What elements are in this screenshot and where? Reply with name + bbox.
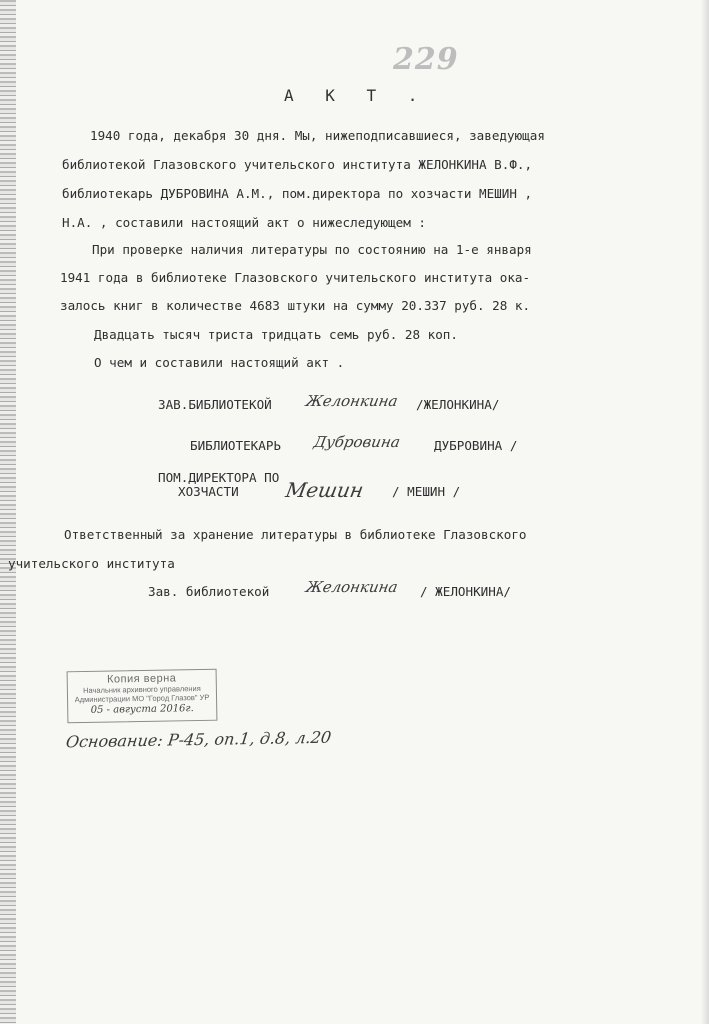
body-line: библиотекой Глазовского учительского института ЖЕЛОНКИНА В.Ф., bbox=[62, 157, 533, 172]
head-signature-name: /ЖЕЛОНКИНА/ bbox=[416, 397, 500, 412]
scan-right-edge bbox=[701, 0, 709, 1024]
responsible-line: Ответственный за хранение литературы в библиотеке Глазовского bbox=[64, 527, 527, 542]
body-line: При проверке наличия литературы по состоянию на 1-е января bbox=[92, 242, 532, 257]
body-line: 1941 года в библиотеке Глазовского учительского института ока- bbox=[60, 270, 531, 285]
deputy-signature: Мешин bbox=[283, 478, 366, 502]
body-line: залось книг в количестве 4683 штуки на сумму 20.337 руб. 28 к. bbox=[60, 298, 531, 313]
deputy-signature-label: ПОМ.ДИРЕКТОРА ПО bbox=[158, 470, 280, 485]
scan-left-edge bbox=[0, 0, 16, 1024]
responsible-signature-label: Зав. библиотекой bbox=[148, 584, 270, 599]
responsible-line: учительского института bbox=[8, 556, 175, 571]
body-line: библиотекарь ДУБРОВИНА А.М., пом.директора по хозчасти МЕШИН , bbox=[62, 186, 533, 201]
librarian-signature-label: БИБЛИОТЕКАРЬ bbox=[190, 438, 281, 453]
librarian-signature-name: ДУБРОВИНА / bbox=[434, 438, 518, 453]
document-title: А К Т . bbox=[284, 86, 429, 105]
body-line: Двадцать тысяч триста тридцать семь руб. 28 коп. bbox=[94, 327, 458, 342]
body-line: 1940 года, декабря 30 дня. Мы, нижеподписавшиеся, заведующая bbox=[90, 128, 545, 143]
certification-stamp bbox=[67, 669, 218, 724]
stamp-line: Копия верна bbox=[106, 672, 177, 686]
deputy-signature-name: / МЕШИН / bbox=[392, 484, 461, 499]
body-line: О чем и составили настоящий акт . bbox=[94, 355, 345, 370]
archive-reference-note: Основание: Р-45, оп.1, д.8, л.20 bbox=[64, 727, 333, 752]
responsible-signature-name: / ЖЕЛОНКИНА/ bbox=[420, 584, 511, 599]
deputy-signature-label-2: ХОЗЧАСТИ bbox=[178, 484, 239, 499]
body-line: Н.А. , составили настоящий акт о нижеследующем : bbox=[62, 215, 426, 230]
librarian-signature: Дубровина bbox=[312, 433, 402, 451]
stamp-line: Администрации МО "Город Глазов" УР bbox=[74, 692, 210, 705]
stamp-date: 05 - августа 2016г. bbox=[90, 703, 194, 716]
stamp-line: Начальник архивного управления bbox=[82, 683, 201, 696]
head-signature-label: ЗАВ.БИБЛИОТЕКОЙ bbox=[158, 397, 272, 412]
head-signature: Желонкина bbox=[304, 392, 400, 410]
responsible-signature: Желонкина bbox=[304, 578, 400, 596]
page-number: 229 bbox=[393, 42, 459, 77]
